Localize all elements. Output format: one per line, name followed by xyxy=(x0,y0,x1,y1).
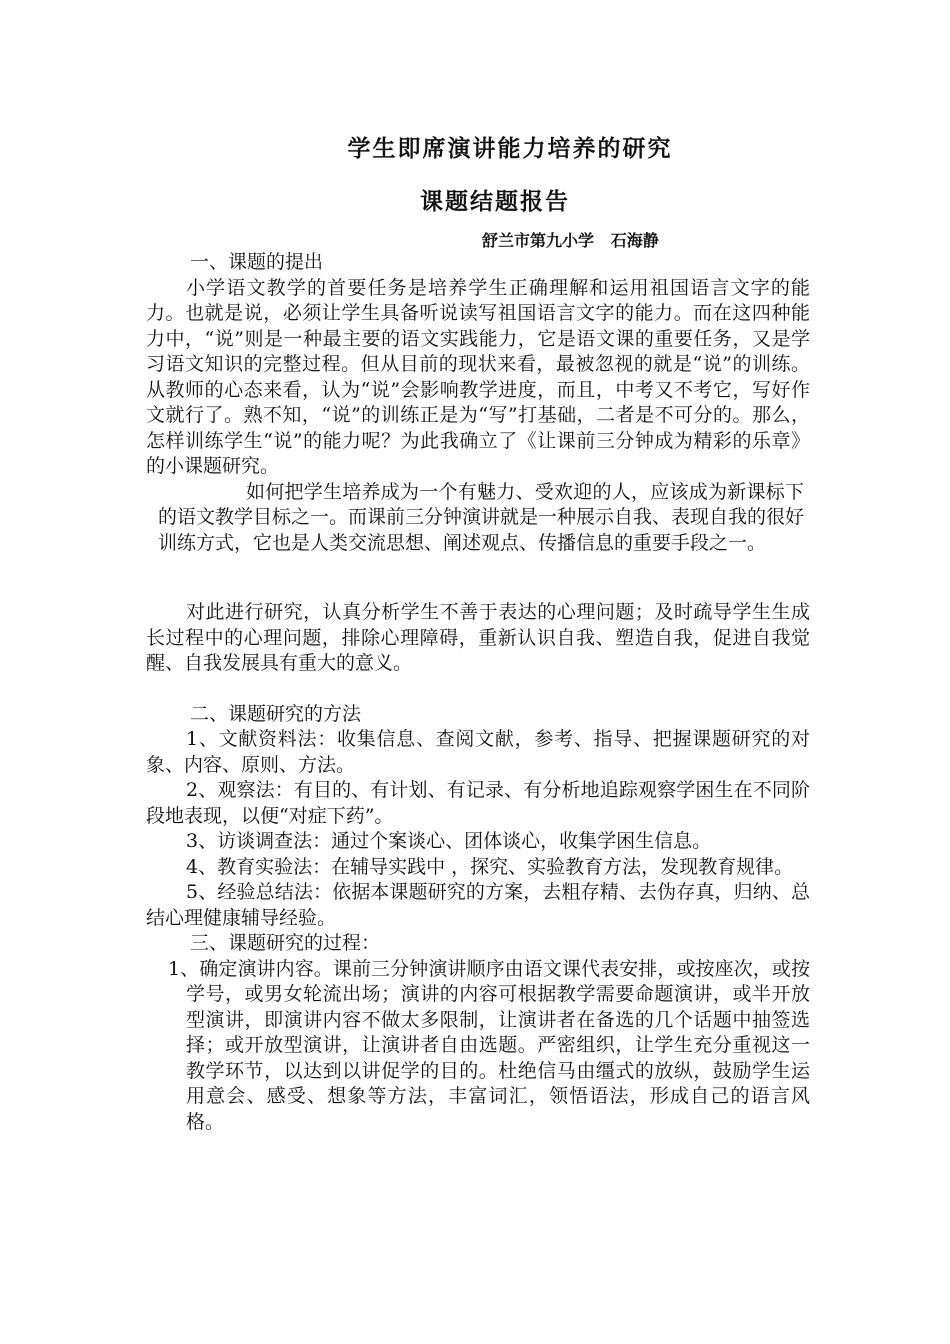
section-heading-3: 三、课题研究的过程： xyxy=(190,932,381,954)
method-item: 2、观察法：有目的、有计划、有记录、有分析地追踪观察学困生在不同阶段地表现，以便“对症下药”。 xyxy=(146,779,810,827)
paragraph: 如何把学生培养成为一个有魅力、受欢迎的人，应该成为新课标下的语文教学目标之一。而课前三分钟演讲就是一种展示自我、表现自我的很好训练方式，它也是人类交流思想、阐述观点、传播信息的重要手段之一。 xyxy=(158,480,805,554)
method-item: 4、教育实验法：在辅导实践中 ，探究、实验教育方法，发现教育规律。 xyxy=(186,855,794,878)
author-line: 舒兰市第九小学 石海静 xyxy=(482,231,659,250)
document-body xyxy=(146,250,810,1135)
process-item: 1、确定演讲内容。课前三分钟演讲顺序由语文课代表安排，或按座次，或按学号，或男女轮流出场；演讲的内容可根据教学需要命题演讲，或半开放型演讲，即演讲内容不做太多限制，让演讲者在备选的几个话题中抽签选择；或开放型演讲，让演讲者自由选题。严密组织，让学生充分重视这一教学环节，以达到以讲促学的目的。杜绝信马由缰式的放纵，鼓励学生运用意会、感受、想象等方法，丰富词汇，领悟语法，形成自己的语言风格。 xyxy=(168,957,810,1133)
method-item: 3、访谈调查法：通过个案谈心、团体谈心，收集学困生信息。 xyxy=(186,830,712,852)
indented-block xyxy=(146,480,810,557)
document-subtitle: 课题结题报告 xyxy=(420,188,570,215)
method-item: 1、文献资料法：收集信息、查阅文献，参考、指导、把握课题研究的对象、内容、原则、方法。 xyxy=(146,728,810,776)
section-heading-1: 一、课题的提出 xyxy=(190,251,324,273)
spacer xyxy=(146,677,810,702)
section-heading-2: 二、课题研究的方法 xyxy=(190,702,362,725)
paragraph: 小学语文教学的首要任务是培养学生正确理解和运用祖国语言文字的能力。也就是说，必须让学生具备听说读写祖国语言文字的能力。而在这四种能力中，“说”则是一种最主要的语文实践能力，它是语文课的重要任务，又是学习语文知识的完整过程。但从目前的现状来看，最被忽视的就是“说”的训练。从教师的心态来看，认为“说”会影响教学进度，而且，中考又不考它，写好作文就行了。熟不知，“说”的训练正是为“写”打基础，二者是不可分的。那么，怎样训练学生“说”的能力呢？为此我确立了《让课前三分钟成为精彩的乐章》的小课题研究。 xyxy=(146,276,810,477)
method-item: 5、经验总结法：依据本课题研究的方案，去粗存精、去伪存真，归纳、总结心理健康辅导经验。 xyxy=(146,881,810,929)
document-title: 学生即席演讲能力培养的研究 xyxy=(347,135,673,162)
spacer xyxy=(146,556,810,600)
paragraph: 对此进行研究，认真分析学生不善于表达的心理问题；及时疏导学生生成长过程中的心理问题，排除心理障碍，重新认识自我、塑造自我，促进自我觉醒、自我发展具有重大的意义。 xyxy=(146,601,810,674)
